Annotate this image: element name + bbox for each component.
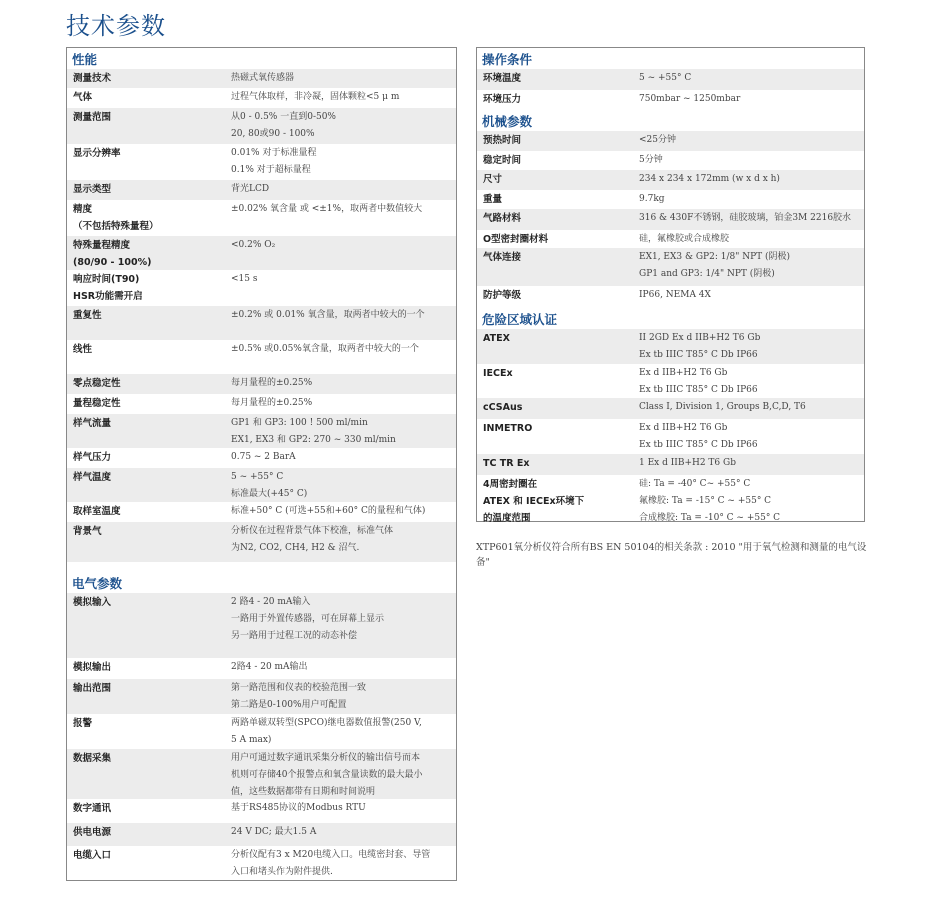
- spec-label: 供电电源: [73, 827, 112, 838]
- spec-value: ±0.02% 氧含量 或 <±1%，取两者中数值较大: [231, 204, 423, 214]
- spec-label: 数字通讯: [73, 803, 112, 814]
- spec-row: [477, 190, 864, 209]
- spec-value: Ex d IIB+H2 T6 Gb Ex tb IIIC T85° C Db IP66: [639, 368, 758, 395]
- spec-value: 5 ~ +55° C 标准最大(+45° C): [231, 472, 308, 499]
- spec-row: [67, 468, 456, 502]
- spec-label: 气体连接: [483, 252, 522, 263]
- spec-label: 环境压力: [483, 94, 522, 105]
- spec-value: Class I, Division 1, Groups B,C,D, T6: [639, 402, 806, 412]
- spec-value: <15 s: [231, 274, 258, 284]
- spec-row: [67, 679, 456, 714]
- section-header-hazard: 危险区域认证: [482, 312, 558, 327]
- spec-label: 精度 （不包括特殊量程）: [73, 204, 159, 232]
- spec-value: 0.01% 对于标准量程 0.1% 对于超标量程: [231, 148, 317, 175]
- spec-label: O型密封圈材料: [483, 234, 549, 245]
- spec-label: 模拟输出: [73, 662, 112, 673]
- spec-label: 4周密封圈在 ATEX 和 IECEx环境下 的温度范围: [483, 479, 585, 524]
- spec-row: [67, 799, 456, 823]
- spec-value: 9.7kg: [639, 194, 665, 204]
- spec-label: 响应时间(T90) HSR功能需开启: [73, 274, 143, 302]
- spec-row: [477, 209, 864, 230]
- spec-label: 模拟输入: [73, 597, 112, 608]
- spec-label: ATEX: [483, 333, 510, 344]
- spec-value: 基于RS485协议的Modbus RTU: [231, 803, 366, 813]
- spec-label: 测量技术: [73, 73, 112, 84]
- spec-label: cCSAus: [483, 402, 523, 413]
- spec-value: EX1, EX3 & GP2: 1/8" NPT (阴极) GP1 and GP3: 1/4" NPT (阴极): [639, 252, 791, 279]
- spec-row: [477, 131, 864, 151]
- spec-value: 234 x 234 x 172mm (w x d x h): [639, 174, 780, 184]
- spec-label: 气体: [73, 92, 93, 103]
- spec-label: 气路材料: [483, 213, 522, 224]
- spec-label: TC TR Ex: [483, 458, 530, 469]
- spec-label: 背景气: [73, 526, 102, 537]
- spec-label: 稳定时间: [483, 155, 522, 166]
- spec-row: [477, 151, 864, 170]
- spec-row: [477, 248, 864, 286]
- spec-row: [67, 180, 456, 200]
- spec-row: [67, 823, 456, 846]
- spec-value: 过程气体取样，非冷凝，固体颗粒<5 μ m: [231, 92, 400, 102]
- spec-value: II 2GD Ex d IIB+H2 T6 Gb Ex tb IIIC T85° C Db IP66: [639, 333, 761, 360]
- spec-value: 背光LCD: [231, 184, 270, 194]
- spec-value: 硅，氟橡胶或合成橡胶: [639, 234, 730, 244]
- spec-row: [67, 69, 456, 88]
- spec-row: [477, 230, 864, 248]
- right-spec-panel: [476, 47, 865, 522]
- spec-label: 样气温度: [73, 472, 112, 483]
- section-header-mechanical: 机械参数: [482, 114, 533, 129]
- spec-label: 量程稳定性: [73, 398, 121, 409]
- spec-value: 0.75 ~ 2 BarA: [231, 452, 296, 462]
- spec-label: 测量范围: [73, 112, 112, 123]
- spec-row: [67, 394, 456, 414]
- spec-value: 2 路4 - 20 mA输入 一路用于外置传感器，可在屏幕上显示 另一路用于过程工况的动态补偿: [231, 597, 385, 641]
- spec-value: 分析仪在过程背景气体下校准，标准气体 为N2, CO2, CH4, H2 & 沼气.: [231, 526, 394, 553]
- spec-label: 预热时间: [483, 135, 522, 146]
- spec-row: [67, 306, 456, 340]
- spec-row: [477, 90, 864, 111]
- spec-value: 2路4 - 20 mA输出: [231, 662, 308, 672]
- spec-row: [67, 200, 456, 236]
- spec-row: [477, 329, 864, 364]
- spec-label: 显示类型: [73, 184, 112, 195]
- spec-value: 分析仪配有3 x M20电缆入口。电缆密封套、导管 入口和堵头作为附件提供.: [231, 850, 431, 877]
- spec-row: [67, 714, 456, 749]
- spec-value: 24 V DC; 最大1.5 A: [231, 827, 317, 837]
- spec-value: 5分钟: [639, 155, 663, 165]
- spec-value: IP66, NEMA 4X: [639, 290, 711, 300]
- spec-row: [67, 414, 456, 448]
- spec-row: [67, 502, 456, 522]
- spec-value: 两路单磁双转型(SPCO)继电器数值报警(250 V, 5 A max): [231, 718, 422, 745]
- spec-label: 尺寸: [483, 174, 503, 185]
- spec-value: ±0.2% 或 0.01% 氧含量，取两者中较大的一个: [231, 310, 425, 320]
- spec-value: 每月量程的±0.25%: [231, 378, 313, 388]
- spec-label: 防护等级: [483, 290, 522, 301]
- spec-row: [67, 522, 456, 562]
- left-spec-panel: [66, 47, 457, 881]
- spec-label: 取样室温度: [73, 506, 121, 517]
- spec-value: <0.2% O₂: [231, 240, 276, 250]
- spec-value: 每月量程的±0.25%: [231, 398, 313, 408]
- spec-row: [67, 236, 456, 270]
- spec-row: [477, 398, 864, 419]
- spec-label: IECEx: [483, 368, 513, 379]
- spec-label: 数据采集: [73, 753, 112, 764]
- spec-value: 316 & 430F不锈钢，硅胶玻璃，铂金3M 2216胶水: [639, 213, 852, 223]
- spec-label: 显示分辨率: [73, 148, 121, 159]
- spec-label: 特殊量程精度 (80/90 - 100%): [73, 240, 152, 268]
- spec-label: 样气流量: [73, 418, 112, 429]
- spec-row: [67, 374, 456, 394]
- section-header-electrical: 电气参数: [72, 576, 123, 591]
- spec-value: Ex d IIB+H2 T6 Gb Ex tb IIIC T85° C Db IP66: [639, 423, 758, 450]
- spec-label: 零点稳定性: [73, 378, 121, 389]
- spec-row: [477, 69, 864, 90]
- spec-value: <25分钟: [639, 135, 676, 145]
- compliance-footnote: XTP601氧分析仪符合所有BS EN 50104的相关条款 : 2010 "用于氧气检测和测量的电气设备": [476, 542, 867, 568]
- spec-value: 硅: Ta = -40° C~ +55° C 氟橡胶: Ta = -15° C ~ +55° C 合成橡胶: Ta = -10° C ~ +55° C: [639, 479, 781, 523]
- page-title: 技术参数: [66, 12, 166, 40]
- section-header-operating: 操作条件: [482, 52, 533, 67]
- spec-row: [67, 108, 456, 144]
- spec-row: [477, 475, 864, 524]
- spec-label: 报警: [73, 718, 93, 729]
- spec-label: 线性: [73, 344, 93, 355]
- spec-row: [67, 846, 456, 882]
- spec-value: 5 ~ +55° C: [639, 73, 692, 83]
- spec-row: [477, 419, 864, 454]
- spec-row: [67, 448, 456, 468]
- spec-row: [477, 454, 864, 475]
- spec-row: [67, 658, 456, 679]
- spec-label: 输出范围: [73, 683, 112, 694]
- section-header-performance: 性能: [72, 52, 98, 67]
- spec-label: 重复性: [73, 310, 102, 321]
- spec-value: 从0 - 0.5% 一直到0-50% 20, 80或90 - 100%: [231, 112, 336, 139]
- spec-row: [477, 286, 864, 305]
- spec-row: [67, 88, 456, 108]
- spec-label: INMETRO: [483, 423, 533, 434]
- spec-value: 用户可通过数字通讯采集分析仪的输出信号而本 机则可存储40个报警点和氧含量读数的最大最小 值，这些数据都带有日期和时间说明: [231, 753, 423, 797]
- spec-value: 热磁式氧传感器: [231, 73, 295, 83]
- spec-value: 1 Ex d IIB+H2 T6 Gb: [639, 458, 736, 468]
- spec-row: [477, 364, 864, 398]
- spec-value: GP1 和 GP3: 100 ! 500 ml/min EX1, EX3 和 GP2: 270 ~ 330 ml/min: [231, 418, 396, 445]
- spec-value: 第一路范围和仪表的校验范围一致 第二路是0-100%用户可配置: [231, 683, 367, 710]
- spec-label: 重量: [483, 194, 503, 205]
- spec-row: [67, 340, 456, 374]
- spec-label: 电缆入口: [73, 850, 112, 861]
- spec-value: ±0.5% 或0.05%氧含量，取两者中较大的一个: [231, 344, 419, 354]
- spec-row: [67, 144, 456, 180]
- spec-label: 样气压力: [73, 452, 112, 463]
- spec-row: [477, 170, 864, 190]
- spec-row: [67, 270, 456, 306]
- spec-value: 750mbar ~ 1250mbar: [639, 94, 741, 104]
- spec-label: 环境温度: [483, 73, 522, 84]
- spec-value: 标准+50° C (可选+55和+60° C的量程和气体): [231, 506, 426, 516]
- spec-row: [67, 749, 456, 799]
- spec-row: [67, 593, 456, 658]
